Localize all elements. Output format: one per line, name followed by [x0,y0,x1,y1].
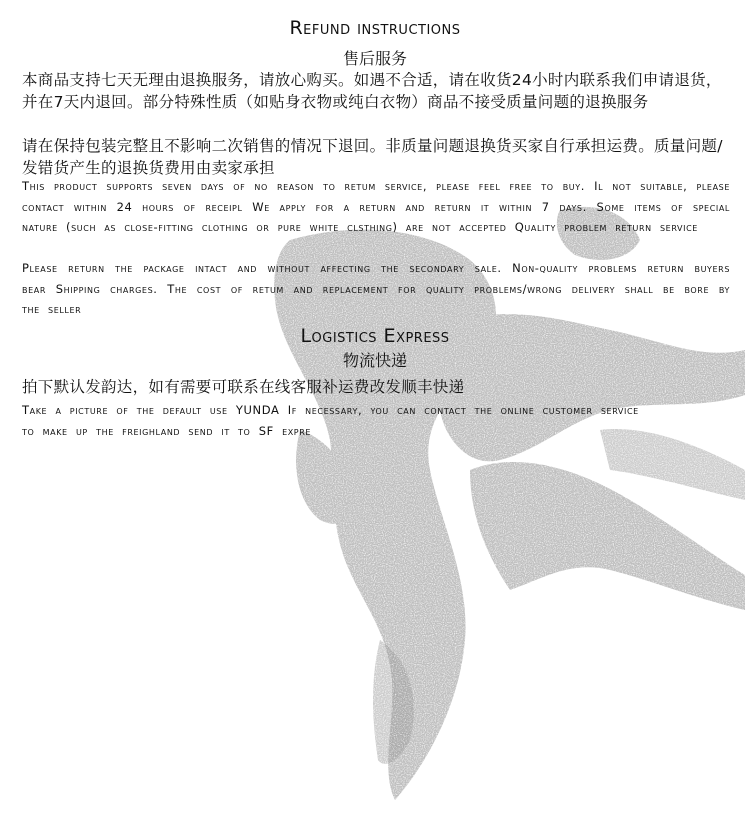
refund-cn-paragraph-1: 本商品支持七天无理由退换服务，请放心购买。如遇不合适，请在收货24小时内联系我们申请退货，并在7天内退回。部分特殊性质（如贴身衣物或纯白衣物）商品不接受质量问题的退换服务 [22,71,722,111]
refund-cn-paragraph-2: 请在保持包装完整且不影响二次销售的情况下退回。非质量问题退换货买家自行承担运费。质量问题/发错货产生的退换货费用由卖家承担 [22,137,723,177]
logistics-en-line-1: Take a picture of the default use YUNDA If necessary, you can contact the online customer service [22,403,639,417]
logistics-en-line-2: to make up the freighland send it to SF expre [22,424,312,438]
logistics-cn-paragraph: 拍下默认发韵达，如有需要可联系在线客服补运费改发顺丰快递 [22,378,465,396]
refund-title-en: Refund instructions [289,17,461,39]
refund-en-paragraph-1: This product supports seven days of no reason to retum service, please feel free to buy. Il not suitable, please contact within 24 hours of receipl We apply for a return and return it within 7 days. Some items of special nature (such as close-fitting clothing or pure white clsthing) are not accepted Quality problem return service [22,179,730,234]
logistics-title-en: Logistics Express [300,325,450,347]
logistics-title-cn: 物流快递 [342,351,407,370]
refund-en-paragraph-2: Please return the package intact and without affecting the secondary sale. Non-quality problems return buyers bear Shipping charges. The cost of retum and replacement for quality problems/wrong delivery shall be bore by the seller [22,261,730,316]
refund-title-cn: 售后服务 [342,49,407,68]
